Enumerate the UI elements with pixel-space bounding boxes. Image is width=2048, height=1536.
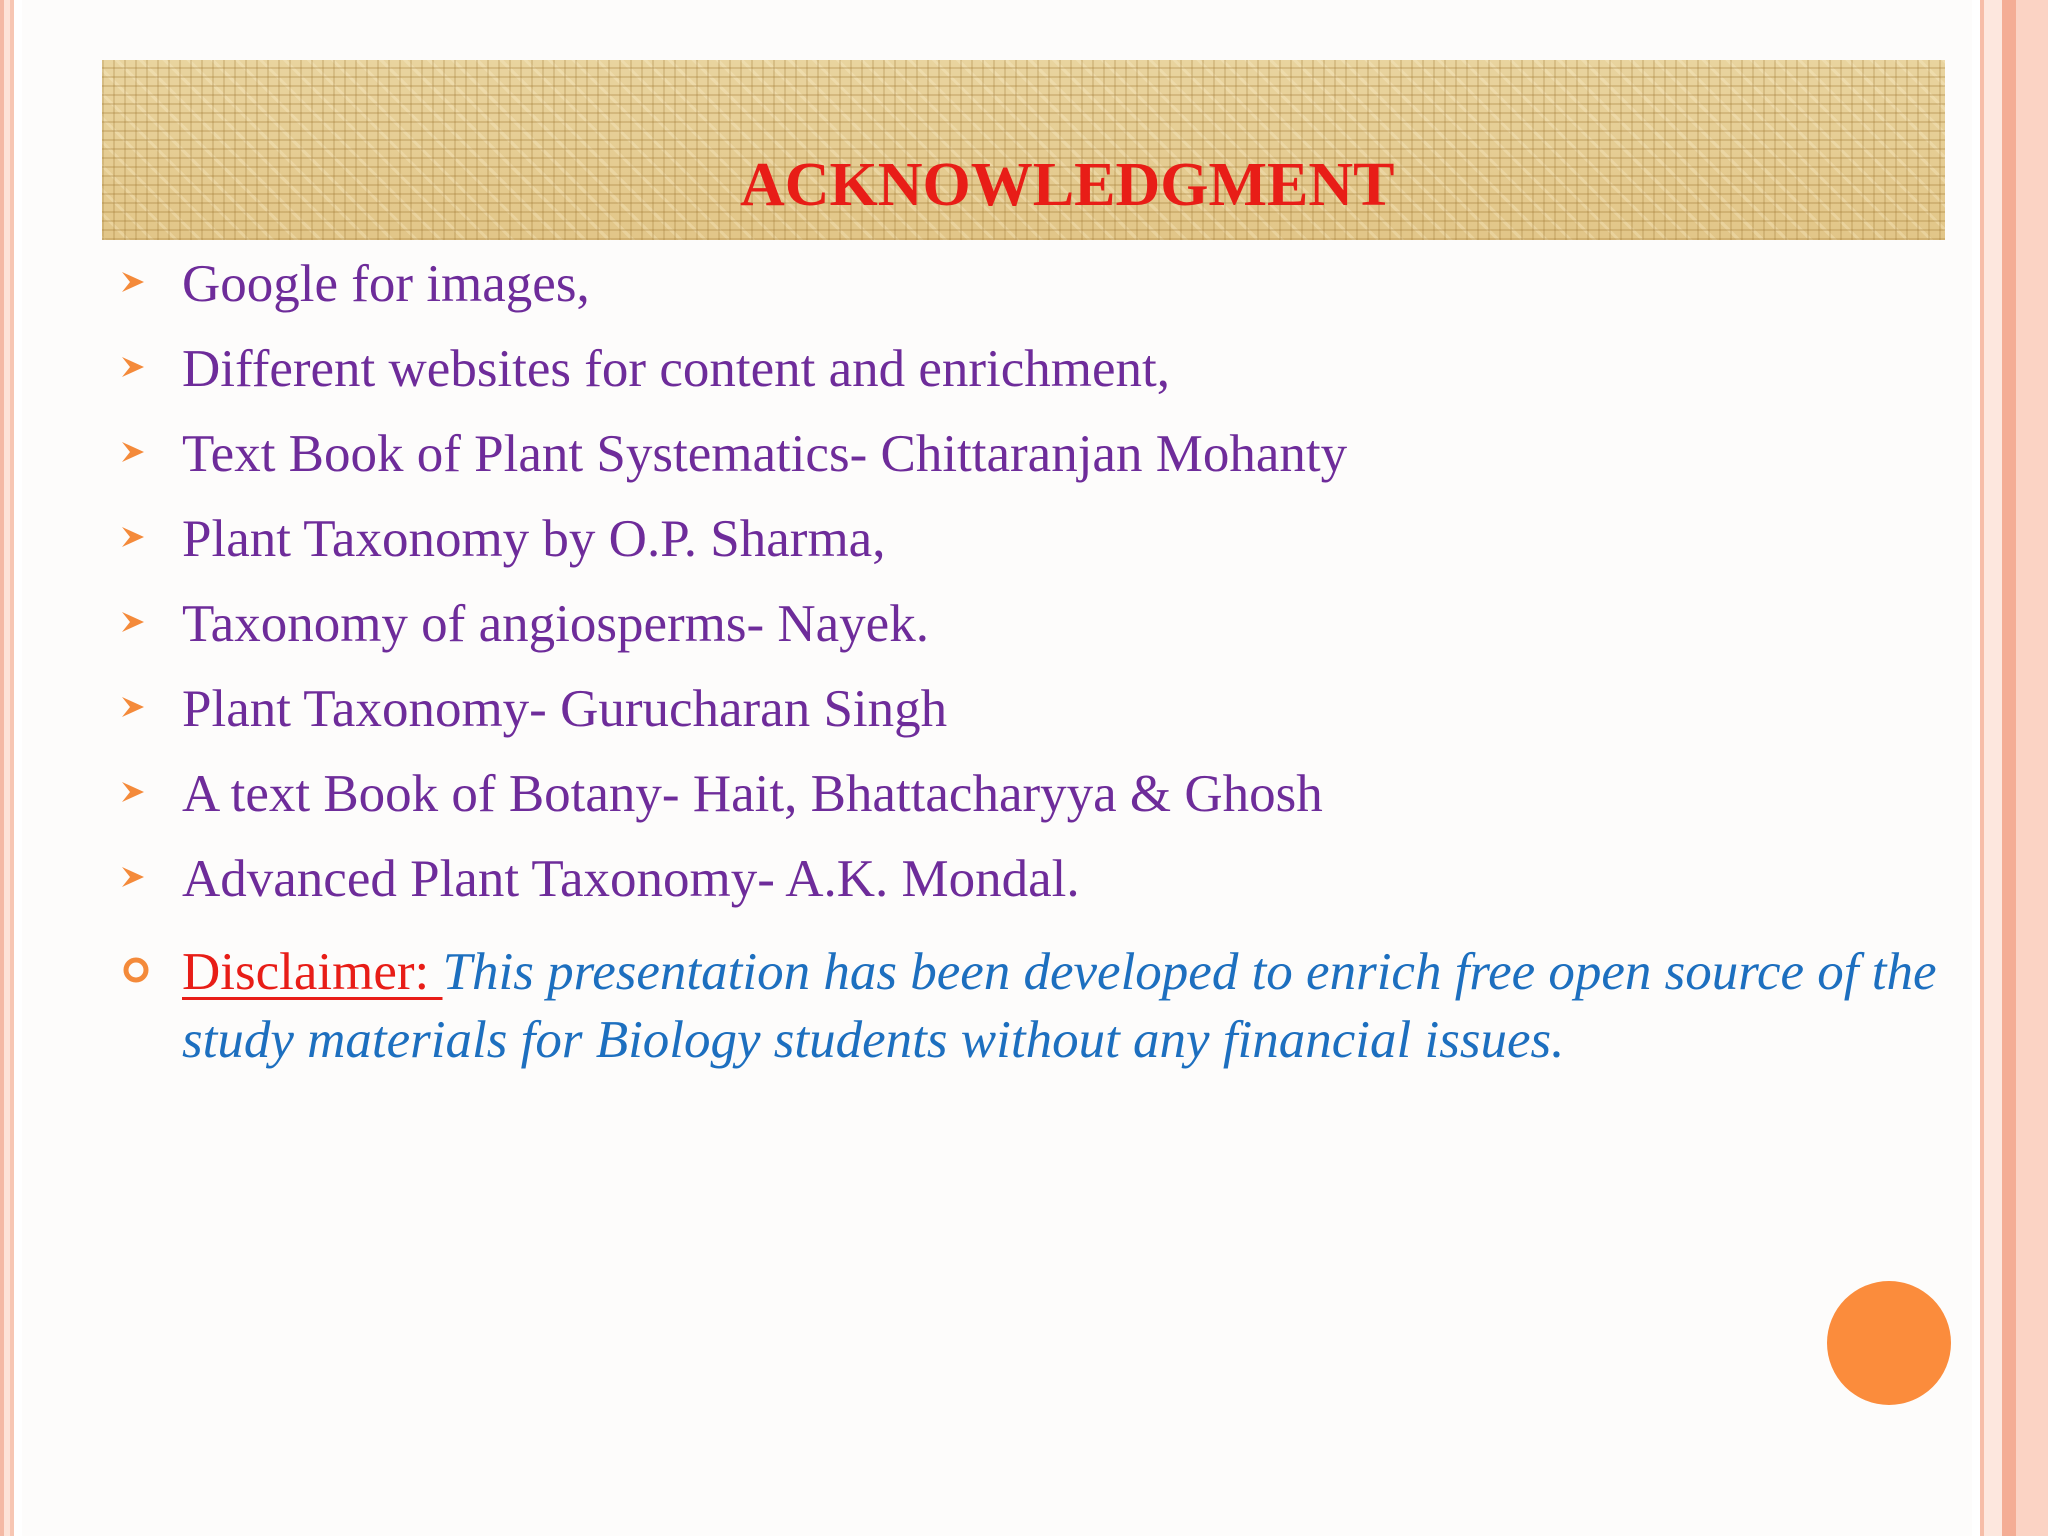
disclaimer-label: Disclaimer:	[182, 943, 443, 1001]
list-item-text: Advanced Plant Taxonomy- A.K. Mondal.	[182, 850, 1080, 908]
list-item-text: Google for images,	[182, 255, 590, 313]
list-item	[122, 507, 1942, 592]
arrow-bullet-icon	[122, 337, 182, 379]
disclaimer-body: This presentation has been developed to enrich free open source of the study materials for Biology students without any financial issues.	[182, 943, 1937, 1069]
list-item-text: Text Book of Plant Systematics- Chittaranjan Mohanty	[182, 425, 1348, 483]
slide-title: ACKNOWLEDGMENT	[740, 151, 1395, 219]
left-border-decoration	[0, 0, 22, 1536]
arrow-bullet-icon	[122, 507, 182, 549]
list-item	[122, 847, 1942, 932]
disclaimer-text	[182, 938, 1942, 1074]
list-item-text: Plant Taxonomy- Gurucharan Singh	[182, 680, 948, 738]
list-item-text: Plant Taxonomy by O.P. Sharma,	[182, 510, 886, 568]
list-item-text: A text Book of Botany- Hait, Bhattacharyya & Ghosh	[182, 765, 1323, 823]
list-item	[122, 252, 1942, 337]
list-item	[122, 592, 1942, 677]
arrow-bullet-icon	[122, 847, 182, 889]
list-item-text: Different websites for content and enrichment,	[182, 340, 1171, 398]
arrow-bullet-icon	[122, 677, 182, 719]
arrow-bullet-icon	[122, 592, 182, 634]
arrow-bullet-icon	[122, 762, 182, 804]
circle-bullet-icon	[122, 938, 182, 989]
disclaimer	[122, 938, 1942, 1074]
list-item	[122, 677, 1942, 762]
right-border-decoration	[1972, 0, 2048, 1536]
list-item-text: Taxonomy of angiosperms- Nayek.	[182, 595, 929, 653]
arrow-bullet-icon	[122, 252, 182, 294]
list-item	[122, 422, 1942, 507]
list-item	[122, 762, 1942, 847]
list-item	[122, 337, 1942, 422]
orange-circle-decoration	[1827, 1281, 1951, 1405]
acknowledgment-list	[122, 252, 1942, 932]
arrow-bullet-icon	[122, 422, 182, 464]
